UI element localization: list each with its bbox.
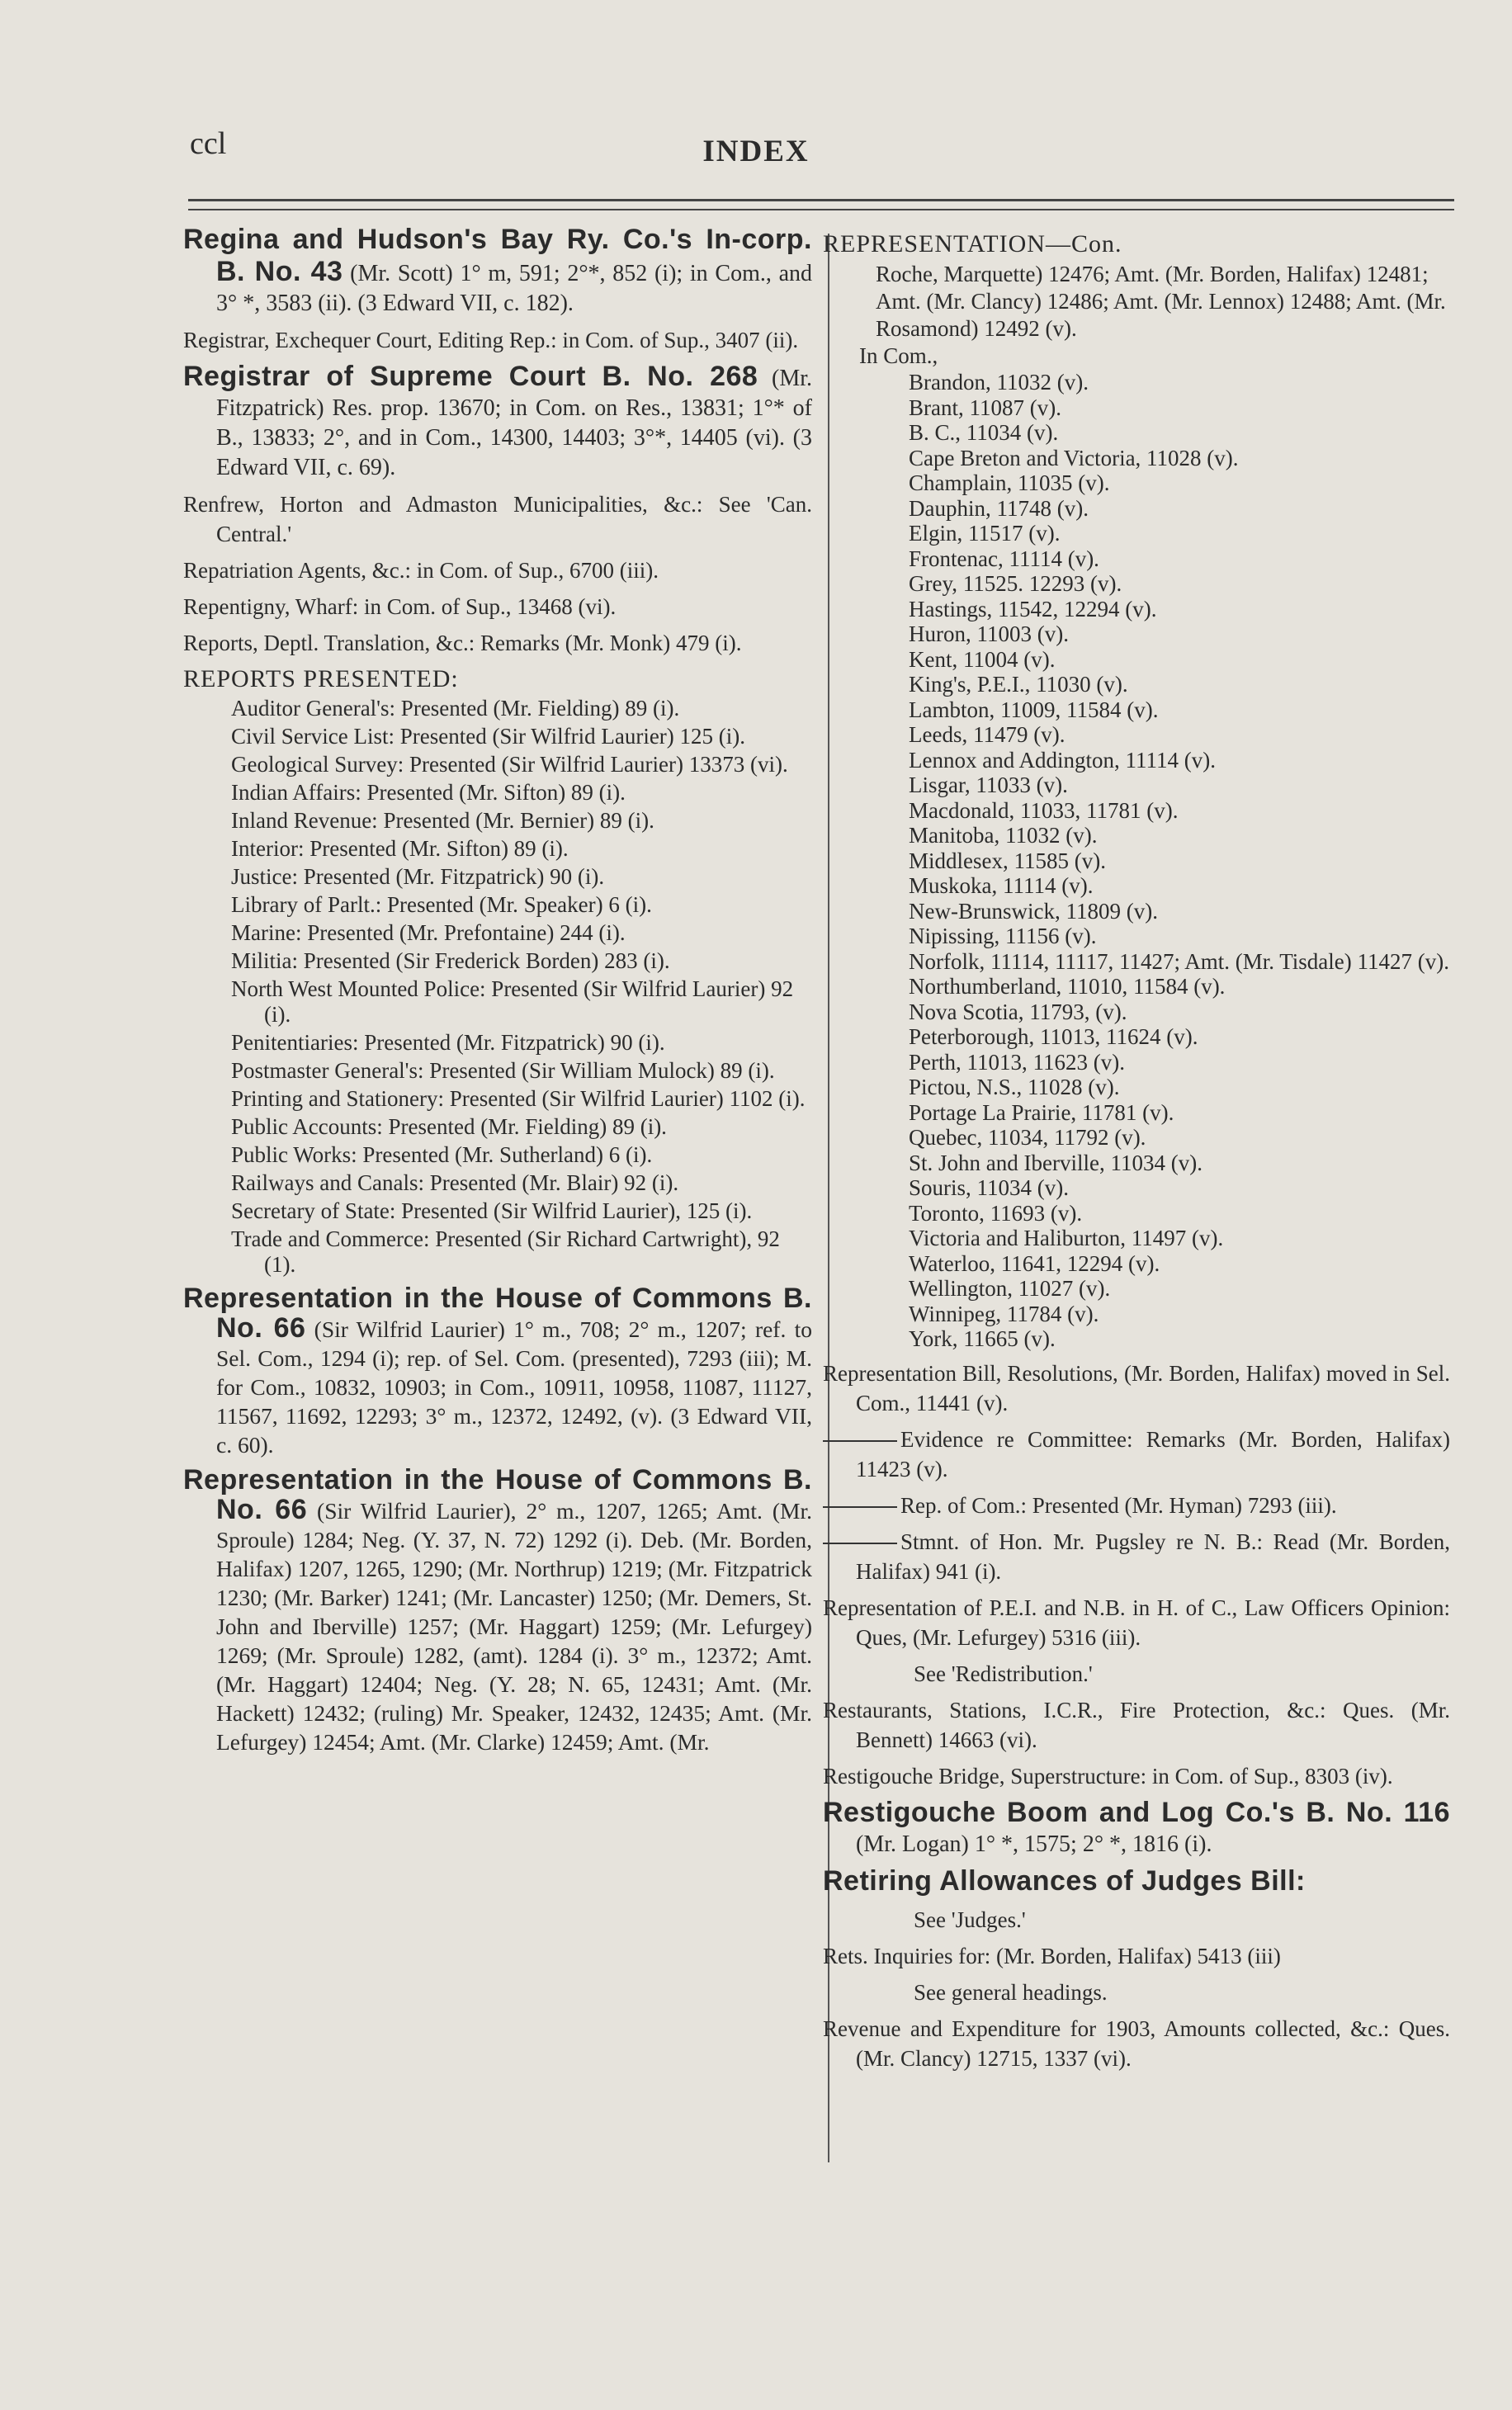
entry-text: Representation of P.E.I. and N.B. in H. of C., Law Officers Opinion: Ques, (Mr. Lefurgey) 5316 (iii). bbox=[823, 1595, 1450, 1650]
index-entry bbox=[823, 1425, 1450, 1484]
in-com-label: In Com., bbox=[859, 343, 938, 368]
entry-text: Repatriation Agents, &c.: in Com. of Sup., 6700 (iii). bbox=[183, 558, 659, 583]
subentry: Civil Service List: Presented (Sir Wilfrid Laurier) 125 (i). bbox=[231, 724, 746, 749]
index-entry bbox=[823, 1941, 1450, 1971]
constituency-entry: B. C., 11034 (v). bbox=[909, 420, 1059, 445]
see-note: See 'Judges.' bbox=[914, 1907, 1026, 1932]
subentry: Public Accounts: Presented (Mr. Fielding) 89 (i). bbox=[231, 1114, 667, 1139]
constituency-entry: Pictou, N.S., 11028 (v). bbox=[909, 1075, 1120, 1099]
constituency-entry: Cape Breton and Victoria, 11028 (v). bbox=[909, 445, 1239, 470]
constituency-entry: Leeds, 11479 (v). bbox=[909, 722, 1065, 747]
constituency-entry: Champlain, 11035 (v). bbox=[909, 470, 1110, 495]
entry-text: Reports, Deptl. Translation, &c.: Remarks (Mr. Monk) 479 (i). bbox=[183, 631, 742, 655]
page-folio: ccl bbox=[190, 126, 227, 161]
entry-text: (Sir Wilfrid Laurier) 1° m., 708; 2° m., 1207; ref. to Sel. Com., 1294 (i); rep. of Sel. Com. (presented), 7293 (iii); M. for Com., 10832, 10903; in Com., 10911, 10958, 11087, 11127, 11567, 11692, 12293; 3° m., 12372, 12492, (v). (3 Edward VII, c. 60). bbox=[216, 1316, 812, 1458]
subentry: Trade and Commerce: Presented (Sir Richard Cartwright), 92 (1). bbox=[231, 1226, 780, 1277]
index-entry bbox=[183, 489, 812, 549]
constituency-entry: Souris, 11034 (v). bbox=[909, 1175, 1069, 1200]
index-entry bbox=[183, 362, 812, 483]
constituency-entry: Manitoba, 11032 (v). bbox=[909, 823, 1098, 848]
constituency-entry: Muskoka, 11114 (v). bbox=[909, 873, 1094, 898]
index-entry bbox=[823, 1527, 1450, 1586]
entry-text: Registrar, Exchequer Court, Editing Rep.: in Com. of Sup., 3407 (ii). bbox=[183, 328, 799, 352]
index-entry bbox=[823, 1593, 1450, 1652]
constituency-entry: Middlesex, 11585 (v). bbox=[909, 848, 1106, 873]
entry-text: Rep. of Com.: Presented (Mr. Hyman) 7293 (iii). bbox=[900, 1492, 1337, 1518]
index-entry bbox=[823, 1359, 1450, 1418]
constituency-entry: Lennox and Addington, 11114 (v). bbox=[909, 747, 1216, 773]
index-entry bbox=[823, 2014, 1450, 2073]
subentry: Printing and Stationery: Presented (Sir Wilfrid Laurier) 1102 (i). bbox=[231, 1086, 806, 1111]
constituency-entry: Quebec, 11034, 11792 (v). bbox=[909, 1125, 1146, 1150]
constituency-entry: Macdonald, 11033, 11781 (v). bbox=[909, 797, 1179, 823]
constituency-entry: New-Brunswick, 11809 (v). bbox=[909, 898, 1158, 924]
constituency-entry: Victoria and Haliburton, 11497 (v). bbox=[909, 1226, 1224, 1250]
constituency-entry: Northumberland, 11010, 11584 (v). bbox=[909, 974, 1226, 999]
entry-text: (Sir Wilfrid Laurier), 2° m., 1207, 1265; Amt. (Mr. Sproule) 1284; Neg. (Y. 37, N. 72) 1292 (i). Deb. (Mr. Borden, Halifax) 1207, 1265, 1290; (Mr. Northrup) 1219; (Mr. Fitzpatrick 1230; (Mr. Barker) 1241; (Mr. Lancaster) 1250; (Mr. Demers, St. John and Iberville) 1257; (Mr. Haggart) 1259; (Mr. Lefurgey) 1269; (Mr. Sproule) 1282, (amt). 1284 (i). 3° m., 12372; Amt. (Mr. Haggart) 12404; Neg. (Y. 28; N. 65, 12431; Amt. (Mr. Hackett) 12432; (ruling) Mr. Speaker, 12432, 12435; Amt. (Mr. Lefurgey) 12454; Amt. (Mr. Clarke) 12459; Amt. (Mr. bbox=[216, 1498, 812, 1755]
entry-text: Restigouche Bridge, Superstructure: in Com. of Sup., 8303 (iv). bbox=[823, 1763, 1393, 1789]
entry-heading: Regina and Hudson's Bay Ry. Co.'s In-corp. B. No. 43 bbox=[183, 224, 812, 287]
entry-text: Representation Bill, Resolutions, (Mr. Borden, Halifax) moved in Sel. Com., 11441 (v). bbox=[823, 1360, 1450, 1415]
entry-text: Rets. Inquiries for: (Mr. Borden, Halifax) 5413 (iii) bbox=[823, 1943, 1281, 1968]
constituency-entry: Wellington, 11027 (v). bbox=[909, 1276, 1111, 1301]
index-entry bbox=[823, 1866, 1450, 1898]
entry-heading: Representation in the House of Commons B. No. 66 bbox=[183, 1464, 812, 1525]
subentry: North West Mounted Police: Presented (Sir Wilfrid Laurier) 92 (i). bbox=[231, 976, 794, 1027]
index-entry bbox=[823, 1798, 1450, 1859]
subentry: Indian Affairs: Presented (Mr. Sifton) 89 (i). bbox=[231, 780, 626, 805]
entry-heading: Retiring Allowances of Judges Bill: bbox=[823, 1864, 1306, 1897]
index-entry bbox=[183, 224, 812, 319]
constituency-entry: Toronto, 11693 (v). bbox=[909, 1200, 1083, 1226]
subentry: Geological Survey: Presented (Sir Wilfrid Laurier) 13373 (vi). bbox=[231, 752, 788, 777]
ditto-dash bbox=[823, 1440, 897, 1442]
entry-text: Renfrew, Horton and Admaston Municipalities, &c.: See 'Can. Central.' bbox=[183, 492, 812, 546]
section-heading: REPORTS PRESENTED: bbox=[183, 665, 459, 692]
entry-text: Repentigny, Wharf: in Com. of Sup., 13468 (vi). bbox=[183, 594, 617, 619]
continued-text: Roche, Marquette) 12476; Amt. (Mr. Borden, Halifax) 12481; Amt. (Mr. Clancy) 12486; Amt. (Mr. Lennox) 12488; Amt. (Mr. Rosamond) 12492 (v). bbox=[876, 262, 1446, 341]
constituency-entry: Kent, 11004 (v). bbox=[909, 646, 1056, 672]
right-column bbox=[823, 224, 1450, 2080]
constituency-entry: King's, P.E.I., 11030 (v). bbox=[909, 672, 1128, 697]
entry-text: Evidence re Committee: Remarks (Mr. Borden, Halifax) 11423 (v). bbox=[856, 1426, 1450, 1481]
subentry: Penitentiaries: Presented (Mr. Fitzpatrick) 90 (i). bbox=[231, 1030, 665, 1055]
constituency-entry: Waterloo, 11641, 12294 (v). bbox=[909, 1250, 1160, 1276]
index-entry bbox=[823, 1761, 1450, 1791]
index-entry bbox=[183, 555, 812, 585]
subentry: Interior: Presented (Mr. Sifton) 89 (i). bbox=[231, 836, 569, 861]
constituency-entry: Norfolk, 11114, 11117, 11427; Amt. (Mr. Tisdale) 11427 (v). bbox=[909, 948, 1449, 974]
constituency-entry: York, 11665 (v). bbox=[909, 1326, 1056, 1351]
index-entry bbox=[823, 1491, 1450, 1520]
subentry: Marine: Presented (Mr. Prefontaine) 244 (i). bbox=[231, 920, 626, 945]
constituency-entry: Grey, 11525. 12293 (v). bbox=[909, 571, 1122, 596]
subentry: Library of Parlt.: Presented (Mr. Speaker) 6 (i). bbox=[231, 892, 652, 917]
running-head: INDEX bbox=[702, 135, 810, 168]
constituency-entry: Perth, 11013, 11623 (v). bbox=[909, 1049, 1125, 1075]
ditto-dash bbox=[823, 1506, 897, 1508]
see-note: See 'Redistribution.' bbox=[914, 1661, 1093, 1686]
constituency-entry: Winnipeg, 11784 (v). bbox=[909, 1301, 1099, 1326]
entry-heading: Representation in the House of Commons B. No. 66 bbox=[183, 1283, 812, 1344]
subentry: Justice: Presented (Mr. Fitzpatrick) 90 (i). bbox=[231, 864, 605, 889]
entry-text: Stmnt. of Hon. Mr. Pugsley re N. B.: Read (Mr. Borden, Halifax) 941 (i). bbox=[856, 1529, 1450, 1584]
entry-text: Revenue and Expenditure for 1903, Amounts collected, &c.: Ques. (Mr. Clancy) 12715, 1337 (vi). bbox=[823, 2015, 1450, 2071]
left-column bbox=[183, 224, 812, 1763]
index-entry bbox=[183, 1284, 812, 1459]
see-note: See general headings. bbox=[914, 1979, 1108, 2005]
entry-text: Restaurants, Stations, I.C.R., Fire Protection, &c.: Ques. (Mr. Bennett) 14663 (vi). bbox=[823, 1697, 1450, 1752]
constituency-entry: Hastings, 11542, 12294 (v). bbox=[909, 596, 1157, 621]
continued-heading: REPRESENTATION—Con. bbox=[823, 230, 1122, 258]
subentry: Postmaster General's: Presented (Sir William Mulock) 89 (i). bbox=[231, 1058, 775, 1083]
constituency-entry: Frontenac, 11114 (v). bbox=[909, 546, 1099, 571]
subentry: Militia: Presented (Sir Frederick Borden) 283 (i). bbox=[231, 948, 670, 973]
subentry: Railways and Canals: Presented (Mr. Blair) 92 (i). bbox=[231, 1170, 679, 1195]
entry-text: (Mr. Fitzpatrick) Res. prop. 13670; in Com. on Res., 13831; 1°* of B., 13833; 2°, and in Com., 14300, 14403; 3°*, 14405 (vi). (3 Edward VII, c. 69). bbox=[216, 366, 812, 480]
header-rule-thin bbox=[188, 209, 1454, 210]
subentry: Secretary of State: Presented (Sir Wilfrid Laurier), 125 (i). bbox=[231, 1198, 753, 1223]
subentry: Inland Revenue: Presented (Mr. Bernier) 89 (i). bbox=[231, 808, 654, 833]
constituency-entry: Lisgar, 11033 (v). bbox=[909, 773, 1068, 797]
constituency-entry: Lambton, 11009, 11584 (v). bbox=[909, 697, 1159, 722]
constituency-entry: Peterborough, 11013, 11624 (v). bbox=[909, 1024, 1198, 1049]
constituency-entry: Elgin, 11517 (v). bbox=[909, 521, 1061, 546]
index-entry bbox=[183, 592, 812, 621]
entry-text: (Mr. Scott) 1° m, 591; 2°*, 852 (i); in Com., and 3° *, 3583 (ii). (3 Edward VII, c. 182). bbox=[216, 261, 812, 316]
constituency-entry: Dauphin, 11748 (v). bbox=[909, 495, 1089, 521]
header-rule bbox=[188, 199, 1454, 201]
entry-text: (Mr. Logan) 1° *, 1575; 2° *, 1816 (i). bbox=[856, 1831, 1212, 1857]
entry-heading: Registrar of Supreme Court B. No. 268 bbox=[183, 361, 758, 392]
subentry: Public Works: Presented (Mr. Sutherland) 6 (i). bbox=[231, 1142, 653, 1167]
constituency-entry: Nova Scotia, 11793, (v). bbox=[909, 999, 1127, 1024]
constituency-entry: Portage La Prairie, 11781 (v). bbox=[909, 1099, 1174, 1125]
ditto-dash bbox=[823, 1543, 897, 1544]
index-entry bbox=[183, 325, 812, 355]
subentry: Auditor General's: Presented (Mr. Fielding) 89 (i). bbox=[231, 696, 680, 721]
constituency-entry: Nipissing, 11156 (v). bbox=[909, 924, 1097, 948]
constituency-entry: Huron, 11003 (v). bbox=[909, 621, 1069, 646]
constituency-entry: St. John and Iberville, 11034 (v). bbox=[909, 1150, 1203, 1175]
index-entry bbox=[823, 1695, 1450, 1755]
index-entry bbox=[183, 628, 812, 658]
constituency-entry: Brandon, 11032 (v). bbox=[909, 370, 1089, 395]
constituency-entry: Brant, 11087 (v). bbox=[909, 395, 1061, 420]
entry-heading: Restigouche Boom and Log Co.'s B. No. 116 bbox=[823, 1796, 1450, 1828]
index-entry bbox=[183, 1466, 812, 1756]
